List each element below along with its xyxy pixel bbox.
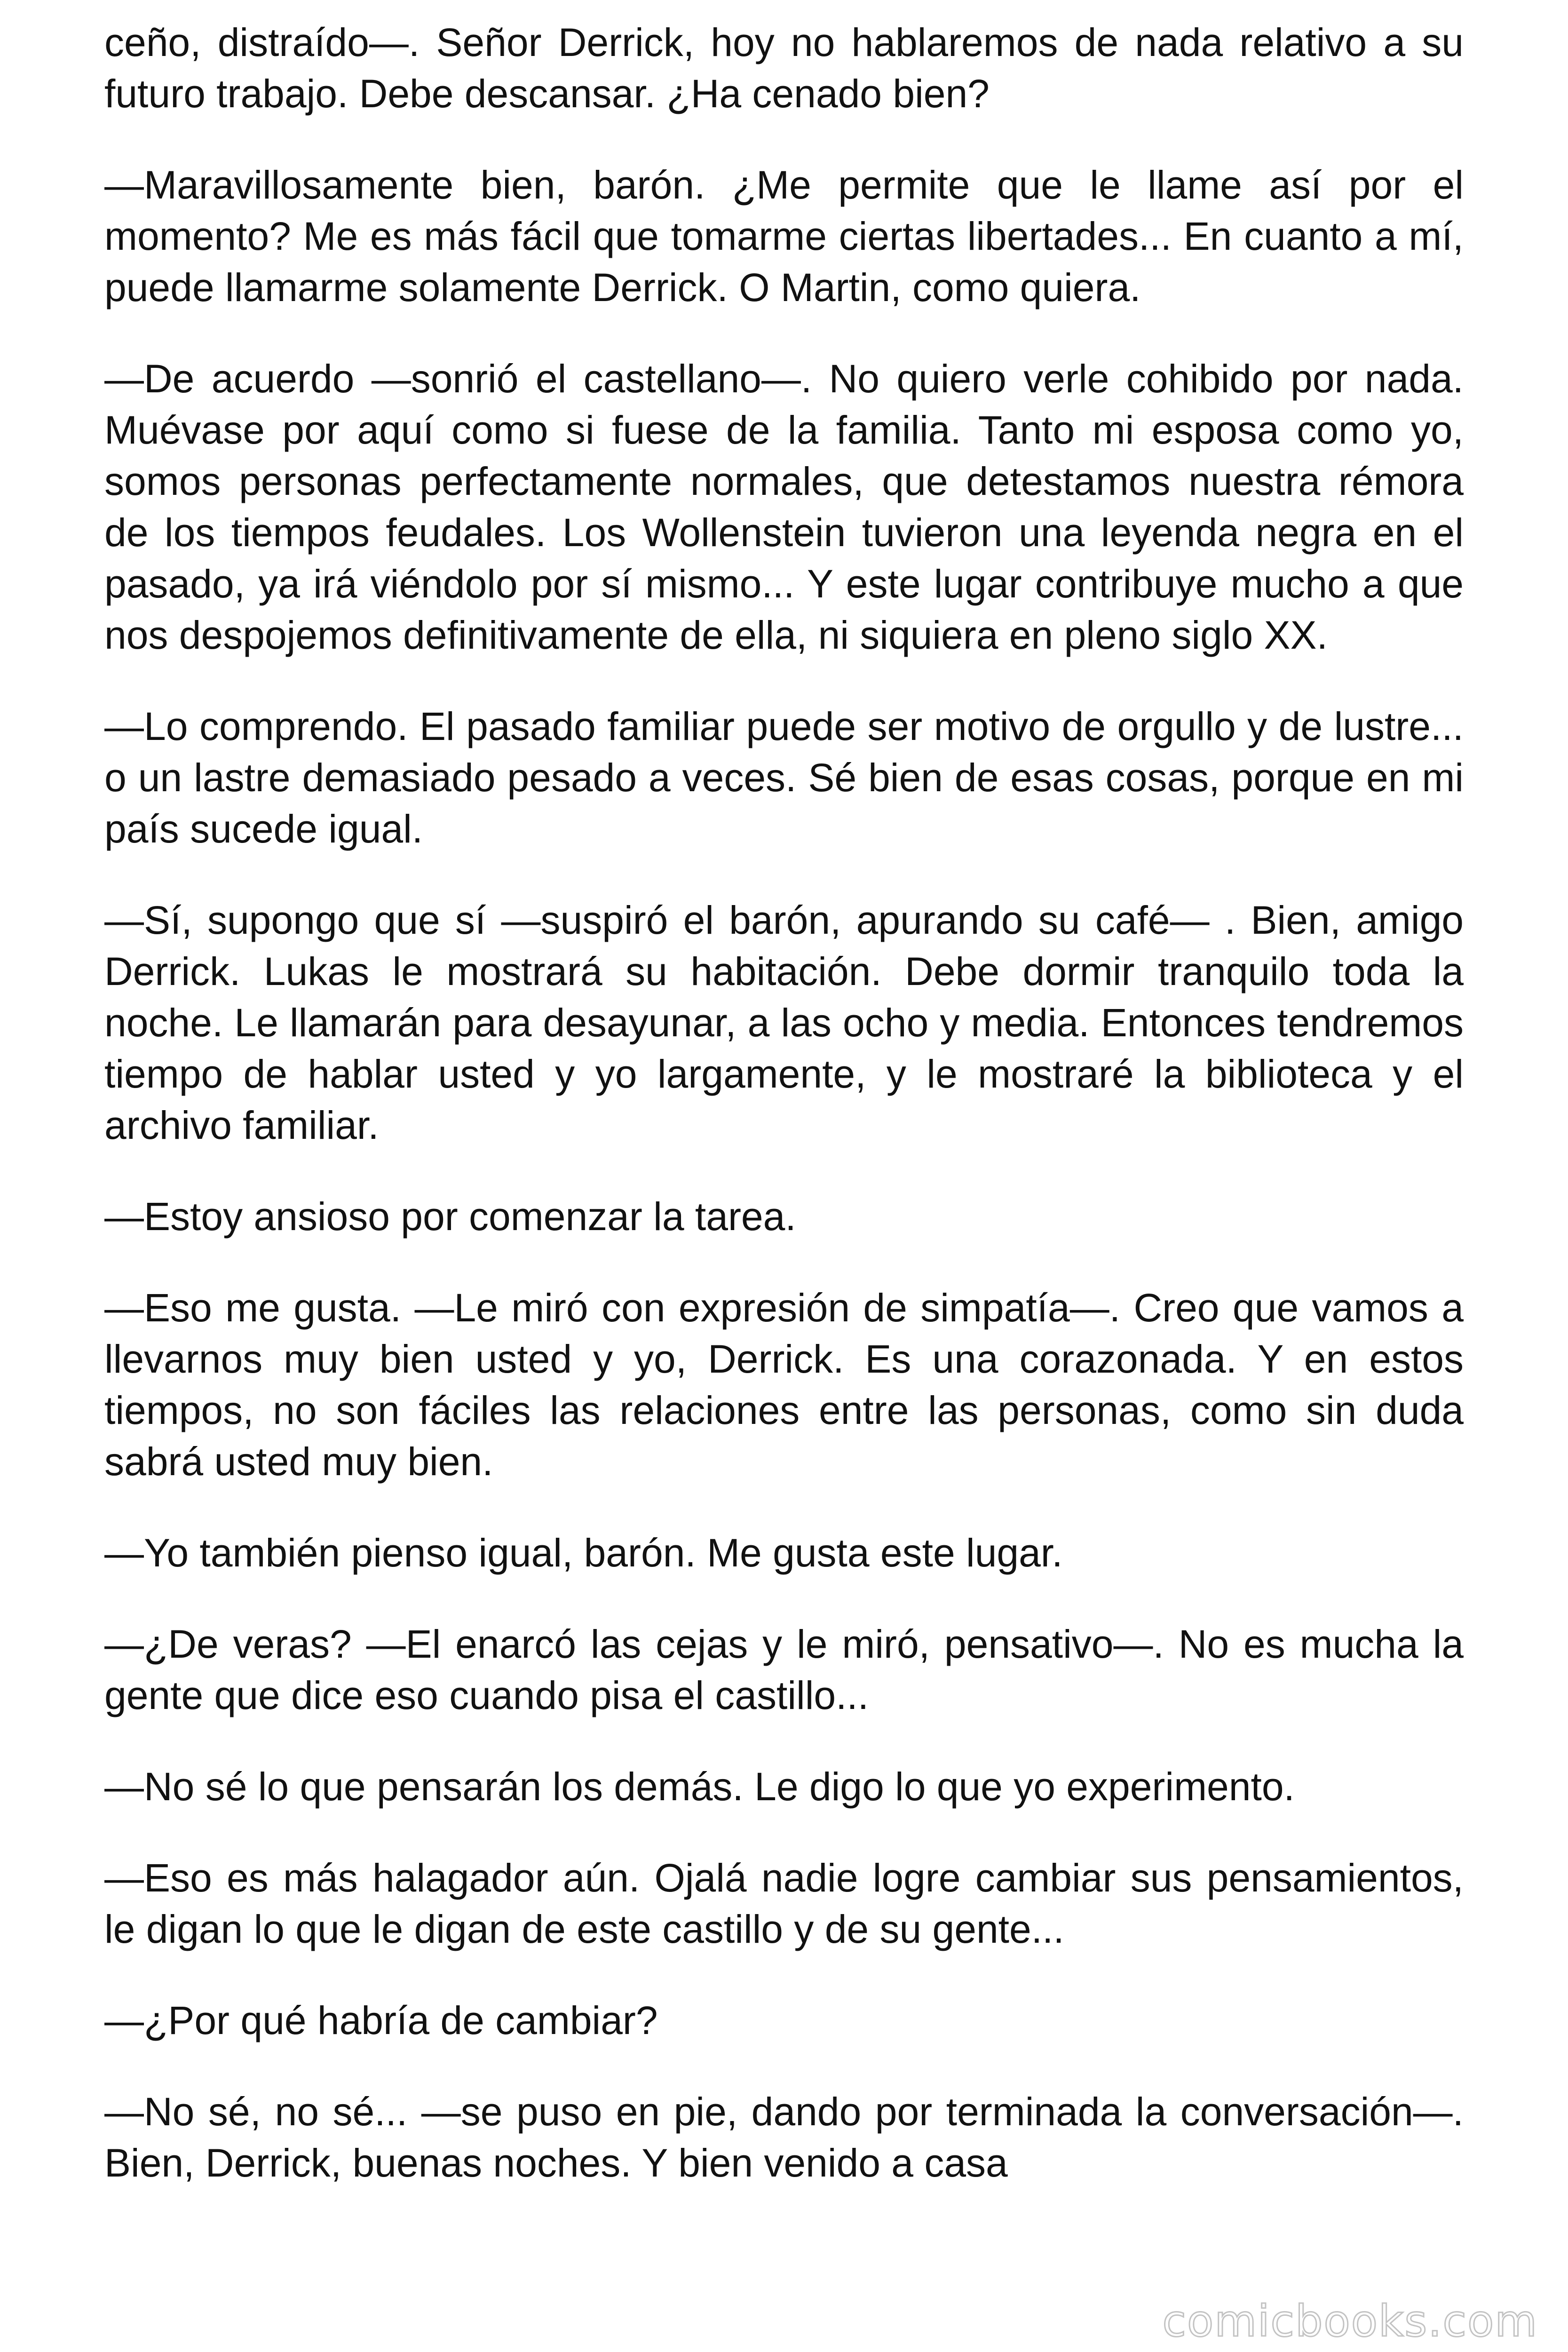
paragraph-11: —Eso es más halagador aún. Ojalá nadie logre cambiar sus pensamientos, le digan lo que le digan de este castillo y de su gente... xyxy=(104,1856,1464,1951)
paragraph-9: —¿De veras? —El enarcó las cejas y le miró, pensativo—. No es mucha la gente que dice eso cuando pisa el castillo... xyxy=(104,1622,1464,1717)
text-column xyxy=(104,17,1464,2229)
paragraph-1: ceño, distraído—. Señor Derrick, hoy no hablaremos de nada relativo a su futuro trabajo. Debe descansar. ¿Ha cenado bien? xyxy=(104,20,1464,116)
paragraph-7: —Eso me gusta. —Le miró con expresión de simpatía—. Creo que vamos a llevarnos muy bien usted y yo, Derrick. Es una corazonada. Y en estos tiempos, no son fáciles las relaciones entre las personas, como sin duda sabrá usted muy bien. xyxy=(104,1286,1464,1484)
watermark: comicbooks.com xyxy=(1162,2296,1538,2346)
paragraph-6: —Estoy ansioso por comenzar la tarea. xyxy=(104,1194,796,1239)
paragraph-8: —Yo también pienso igual, barón. Me gusta este lugar. xyxy=(104,1531,1063,1575)
paragraph-12: —¿Por qué habría de cambiar? xyxy=(104,1998,658,2042)
paragraph-3: —De acuerdo —sonrió el castellano—. No quiero verle cohibido por nada. Muévase por aquí como si fuese de la familia. Tanto mi esposa como yo, somos personas perfectamente normales, que detestamos nuestra rémora de los tiempos feudales. Los Wollenstein tuvieron una leyenda negra en el pasado, ya irá viéndolo por sí mismo... Y este lugar contribuye mucho a que nos despojemos definitivamente de ella, ni siquiera en pleno siglo XX. xyxy=(104,357,1464,657)
paragraph-13: —No sé, no sé... —se puso en pie, dando por terminada la conversación—. Bien, Derrick, buenas noches. Y bien venido a casa xyxy=(104,2090,1464,2185)
paragraph-5: —Sí, supongo que sí —suspiró el barón, apurando su café— . Bien, amigo Derrick. Lukas le mostrará su habitación. Debe dormir tranquilo toda la noche. Le llamarán para desayunar, a las ocho y media. Entonces tendremos tiempo de hablar usted y yo largamente, y le mostraré la biblioteca y el archivo familiar. xyxy=(104,898,1464,1147)
paragraph-4: —Lo comprendo. El pasado familiar puede ser motivo de orgullo y de lustre... o un lastre demasiado pesado a veces. Sé bien de esas cosas, porque en mi país sucede igual. xyxy=(104,704,1464,851)
paragraph-2: —Maravillosamente bien, barón. ¿Me permite que le llame así por el momento? Me es más fácil que tomarme ciertas libertades... En cuanto a mí, puede llamarme solamente Derrick. O Martin, como quiera. xyxy=(104,163,1464,310)
paragraph-10: —No sé lo que pensarán los demás. Le digo lo que yo experimento. xyxy=(104,1764,1295,1809)
